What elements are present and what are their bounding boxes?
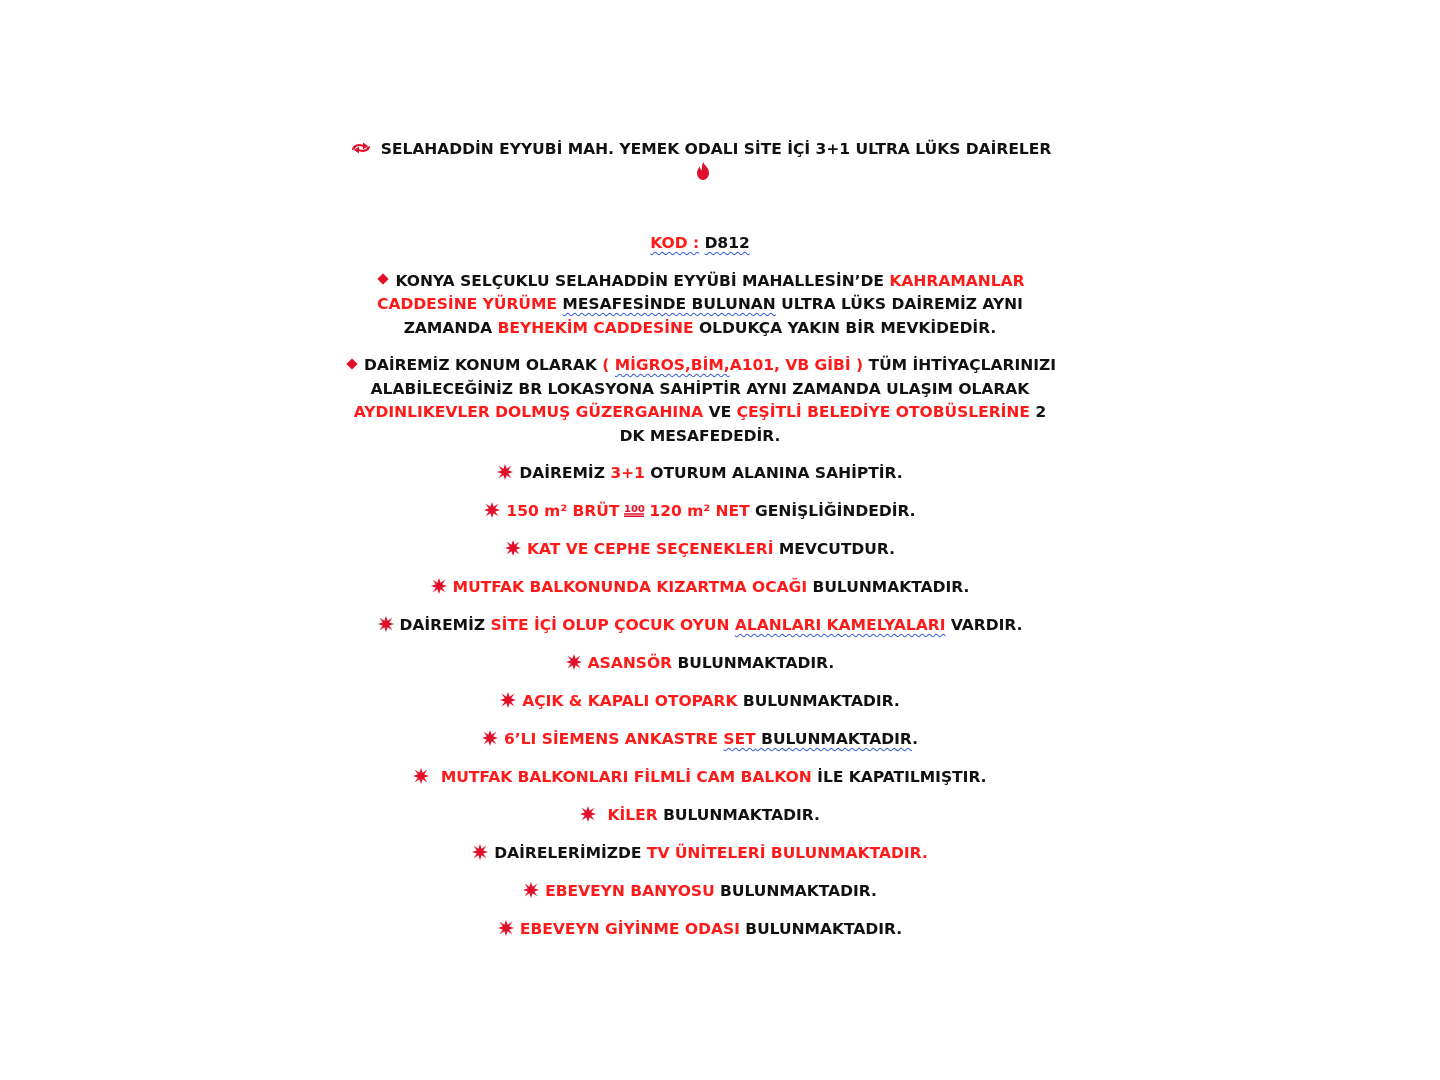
item-highlight: AÇIK & KAPALI OTOPARK bbox=[522, 692, 738, 710]
feature-item bbox=[340, 614, 1060, 638]
feature-item bbox=[340, 766, 1060, 790]
item-text: MEVCUTDUR. bbox=[773, 540, 895, 558]
feature-item bbox=[340, 576, 1060, 600]
p1-highlight-1: KAHRAMANLAR CADDESİNE YÜRÜME bbox=[377, 271, 1025, 313]
item-highlight: 120 m² NET bbox=[649, 502, 750, 520]
code-value: D812 bbox=[704, 234, 750, 252]
item-text: DAİREMİZ bbox=[399, 616, 491, 634]
item-text: . bbox=[912, 730, 918, 748]
p2-text-4: 2 DK MESAFEDEDİR. bbox=[619, 403, 1047, 445]
feature-item bbox=[340, 652, 1060, 676]
title-text: SELAHADDİN EYYUBİ MAH. YEMEK ODALI SİTE İÇİ 3+1 ULTRA LÜKS DAİRELER bbox=[380, 140, 1052, 158]
item-highlight: ASANSÖR bbox=[587, 654, 673, 672]
item-highlight: EBEVEYN BANYOSU bbox=[545, 882, 715, 900]
item-underlined: SET bbox=[723, 730, 756, 748]
fire-icon bbox=[696, 162, 710, 180]
red-burst-icon bbox=[484, 502, 500, 518]
item-highlight: 3+1 bbox=[610, 464, 645, 482]
item-highlight: EBEVEYN GİYİNME ODASI bbox=[519, 920, 740, 938]
item-highlight: KİLER bbox=[607, 806, 658, 824]
svg-text:100: 100 bbox=[624, 504, 646, 515]
code-label: KOD : bbox=[650, 234, 700, 252]
item-text: DAİREMİZ bbox=[519, 464, 611, 482]
p2-text-3: VE bbox=[703, 403, 737, 421]
feature-item bbox=[340, 462, 1060, 486]
item-highlight: TV ÜNİTELERİ BULUNMAKTADIR. bbox=[646, 844, 928, 862]
item-text: VARDIR. bbox=[945, 616, 1023, 634]
item-text: İLE KAPATILMIŞTIR. bbox=[811, 768, 987, 786]
item-text: BULUNMAKTADIR. bbox=[739, 920, 903, 938]
item-text: BULUNMAKTADIR. bbox=[657, 806, 820, 824]
red-arrows-loop-icon bbox=[349, 141, 373, 155]
feature-item bbox=[340, 804, 1060, 828]
feature-item bbox=[340, 880, 1060, 904]
location-paragraph bbox=[340, 270, 1060, 341]
page-title bbox=[340, 138, 1060, 185]
item-underlined: ALANLARI KAMELYALARI bbox=[734, 616, 946, 634]
feature-item bbox=[340, 842, 1060, 866]
p1-highlight-2: BEYHEKİM CADDESİNE bbox=[497, 318, 694, 337]
red-burst-icon bbox=[413, 768, 429, 784]
p2-text-1: DAİREMİZ KONUM OLARAK bbox=[363, 356, 603, 374]
p2-highlight-3: ÇEŞİTLİ BELEDİYE OTOBÜSLERİNE bbox=[736, 403, 1030, 421]
p2-underlined: MİGROS,BİM, bbox=[614, 356, 730, 374]
red-burst-icon bbox=[378, 616, 394, 632]
item-text: OTURUM ALANINA SAHİPTİR. bbox=[644, 464, 903, 482]
red-burst-icon bbox=[500, 692, 516, 708]
feature-item bbox=[340, 918, 1060, 942]
red-burst-icon bbox=[505, 540, 521, 556]
red-burst-icon bbox=[498, 920, 514, 936]
feature-item bbox=[340, 500, 1060, 524]
red-burst-icon bbox=[523, 882, 539, 898]
item-text: DAİRELERİMİZDE bbox=[494, 844, 647, 862]
p1-underlined: MESAFESİNDE BULUNAN bbox=[562, 295, 776, 313]
red-burst-icon bbox=[482, 730, 498, 746]
item-highlight: MUTFAK BALKONUNDA KIZARTMA OCAĞI bbox=[452, 578, 808, 596]
item-highlight: SİTE İÇİ OLUP ÇOCUK OYUN bbox=[490, 616, 730, 634]
red-burst-icon bbox=[497, 464, 513, 480]
item-highlight: KAT VE CEPHE SEÇENEKLERİ bbox=[526, 540, 774, 558]
item-text: BULUNMAKTADIR. bbox=[807, 578, 970, 596]
item-highlight: MUTFAK BALKONLARI FİLMLİ CAM BALKON bbox=[440, 768, 812, 786]
hundred-points-icon bbox=[623, 502, 645, 517]
feature-item bbox=[340, 690, 1060, 714]
p2-paren-open: ( bbox=[602, 356, 615, 374]
red-burst-icon bbox=[431, 578, 447, 594]
listing-code bbox=[340, 232, 1060, 256]
p1-text-2: ULTRA LÜKS DAİREMİZ AYNI ZAMANDA bbox=[403, 295, 1023, 337]
red-diamond-icon bbox=[378, 273, 389, 284]
red-burst-icon bbox=[566, 654, 582, 670]
item-text: BULUNMAKTADIR. bbox=[737, 692, 900, 710]
item-highlight: 150 m² BRÜT bbox=[506, 502, 620, 520]
document-body bbox=[340, 138, 1060, 956]
feature-item bbox=[340, 538, 1060, 562]
p2-highlight-2: AYDINLIKEVLER DOLMUŞ GÜZERGAHINA bbox=[353, 403, 704, 421]
item-highlight: 6’LI SİEMENS ANKASTRE bbox=[504, 730, 724, 748]
red-burst-icon bbox=[580, 806, 596, 822]
p1-text-1: KONYA SELÇUKLU SELAHADDİN EYYÜBİ MAHALLESİN’DE bbox=[395, 271, 890, 290]
red-diamond-icon bbox=[346, 358, 357, 369]
p2-highlight-1: A101, VB GİBİ ) bbox=[729, 356, 864, 374]
p1-text-3: OLDUKÇA YAKIN BİR MEVKİDEDİR. bbox=[693, 318, 997, 337]
item-text: GENİŞLİĞİNDEDİR. bbox=[749, 502, 916, 520]
feature-item bbox=[340, 728, 1060, 752]
item-underlined: BULUNMAKTADIR bbox=[755, 730, 913, 748]
transport-paragraph bbox=[340, 354, 1060, 448]
p2-text-2: TÜM İHTİYAÇLARINIZI ALABİLECEĞİNİZ BR LOKASYONA SAHİPTİR AYNI ZAMANDA ULAŞIM OLARAK bbox=[370, 356, 1056, 398]
item-text: BULUNMAKTADIR. bbox=[672, 654, 835, 672]
red-burst-icon bbox=[472, 844, 488, 860]
item-text: BULUNMAKTADIR. bbox=[714, 882, 877, 900]
